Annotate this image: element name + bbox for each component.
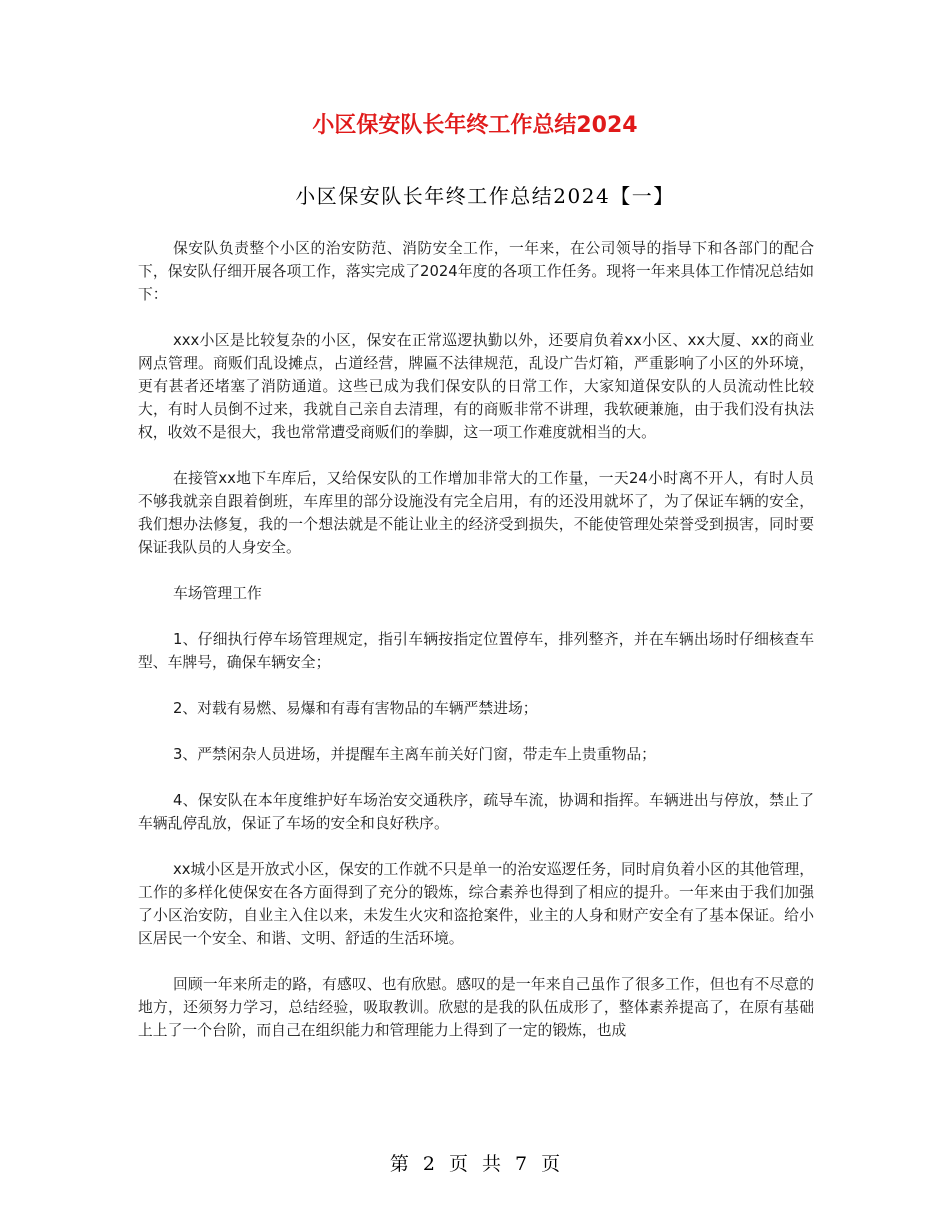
paragraph-open-community: xx城小区是开放式小区，保安的工作就不只是单一的治安巡逻任务，同时肩负着小区的其他管理，工作的多样化使保安在各方面得到了充分的锻炼，综合素养也得到了相应的提升。一年来由于我们加强了小区治安防，自业主入住以来，未发生火灾和盗抢案件，业主的人身和财产安全有了基本保证。给小区居民一个安全、和谐、文明、舒适的生活环境。 xyxy=(138,861,814,947)
document-title: 小区保安队长年终工作总结2024 xyxy=(312,113,638,138)
list-item-2: 2、对载有易燃、易爆和有毒有害物品的车辆严禁进场； xyxy=(173,700,538,717)
page-number-footer: 第 2 页 共 7 页 xyxy=(389,1153,561,1175)
paragraph-commercial-management: xxx小区是比较复杂的小区，保安在正常巡逻执勤以外，还要肩负着xx小区、xx大厦、xx的商业网点管理。商贩们乱设摊点，占道经营，牌匾不法律规范，乱设广告灯箱，严重影响了小区的外环境，更有甚者还堵塞了消防通道。这些已成为我们保安队的日常工作，大家知道保安队的人员流动性比较大，有时人员倒不过来，我就自己亲自去清理，有的商贩非常不讲理，我软硬兼施，由于我们没有执法权，收效不是很大，我也常常遭受商贩们的拳脚，这一项工作难度就相当的大。 xyxy=(138,332,814,441)
paragraph-garage: 在接管xx地下车库后，又给保安队的工作增加非常大的工作量，一天24小时离不开人，有时人员不够我就亲自跟着倒班，车库里的部分设施没有完全启用，有的还没用就坏了，为了保证车辆的安全，我们想办法修复，我的一个想法就是不能让业主的经济受到损失，不能使管理处荣誉受到损害，同时要保证我队员的人身安全。 xyxy=(138,470,814,556)
list-item-1: 1、仔细执行停车场管理规定，指引车辆按指定位置停车，排列整齐，并在车辆出场时仔细核查车型、车牌号，确保车辆安全； xyxy=(138,631,814,671)
paragraph-parking-heading: 车场管理工作 xyxy=(173,585,262,602)
section-title: 小区保安队长年终工作总结2024【一】 xyxy=(295,184,675,208)
list-item-4: 4、保安队在本年度维护好车场治安交通秩序，疏导车流，协调和指挥。车辆进出与停放，禁止了车辆乱停乱放，保证了车场的安全和良好秩序。 xyxy=(138,792,814,832)
paragraph-intro: 保安队负责整个小区的治安防范、消防安全工作，一年来，在公司领导的指导下和各部门的配合下，保安队仔细开展各项工作，落实完成了2024年度的各项工作任务。现将一年来具体工作情况总结如下： xyxy=(138,240,814,303)
paragraph-review: 回顾一年来所走的路，有感叹、也有欣慰。感叹的是一年来自己虽作了很多工作，但也有不尽意的地方，还须努力学习，总结经验，吸取教训。欣慰的是我的队伍成形了，整体素养提高了，在原有基础上上了一个台阶，而自己在组织能力和管理能力上得到了一定的锻炼，也成 xyxy=(138,976,814,1039)
document-body xyxy=(138,237,814,1065)
list-item-3: 3、严禁闲杂人员进场，并提醒车主离车前关好门窗，带走车上贵重物品； xyxy=(173,746,656,763)
